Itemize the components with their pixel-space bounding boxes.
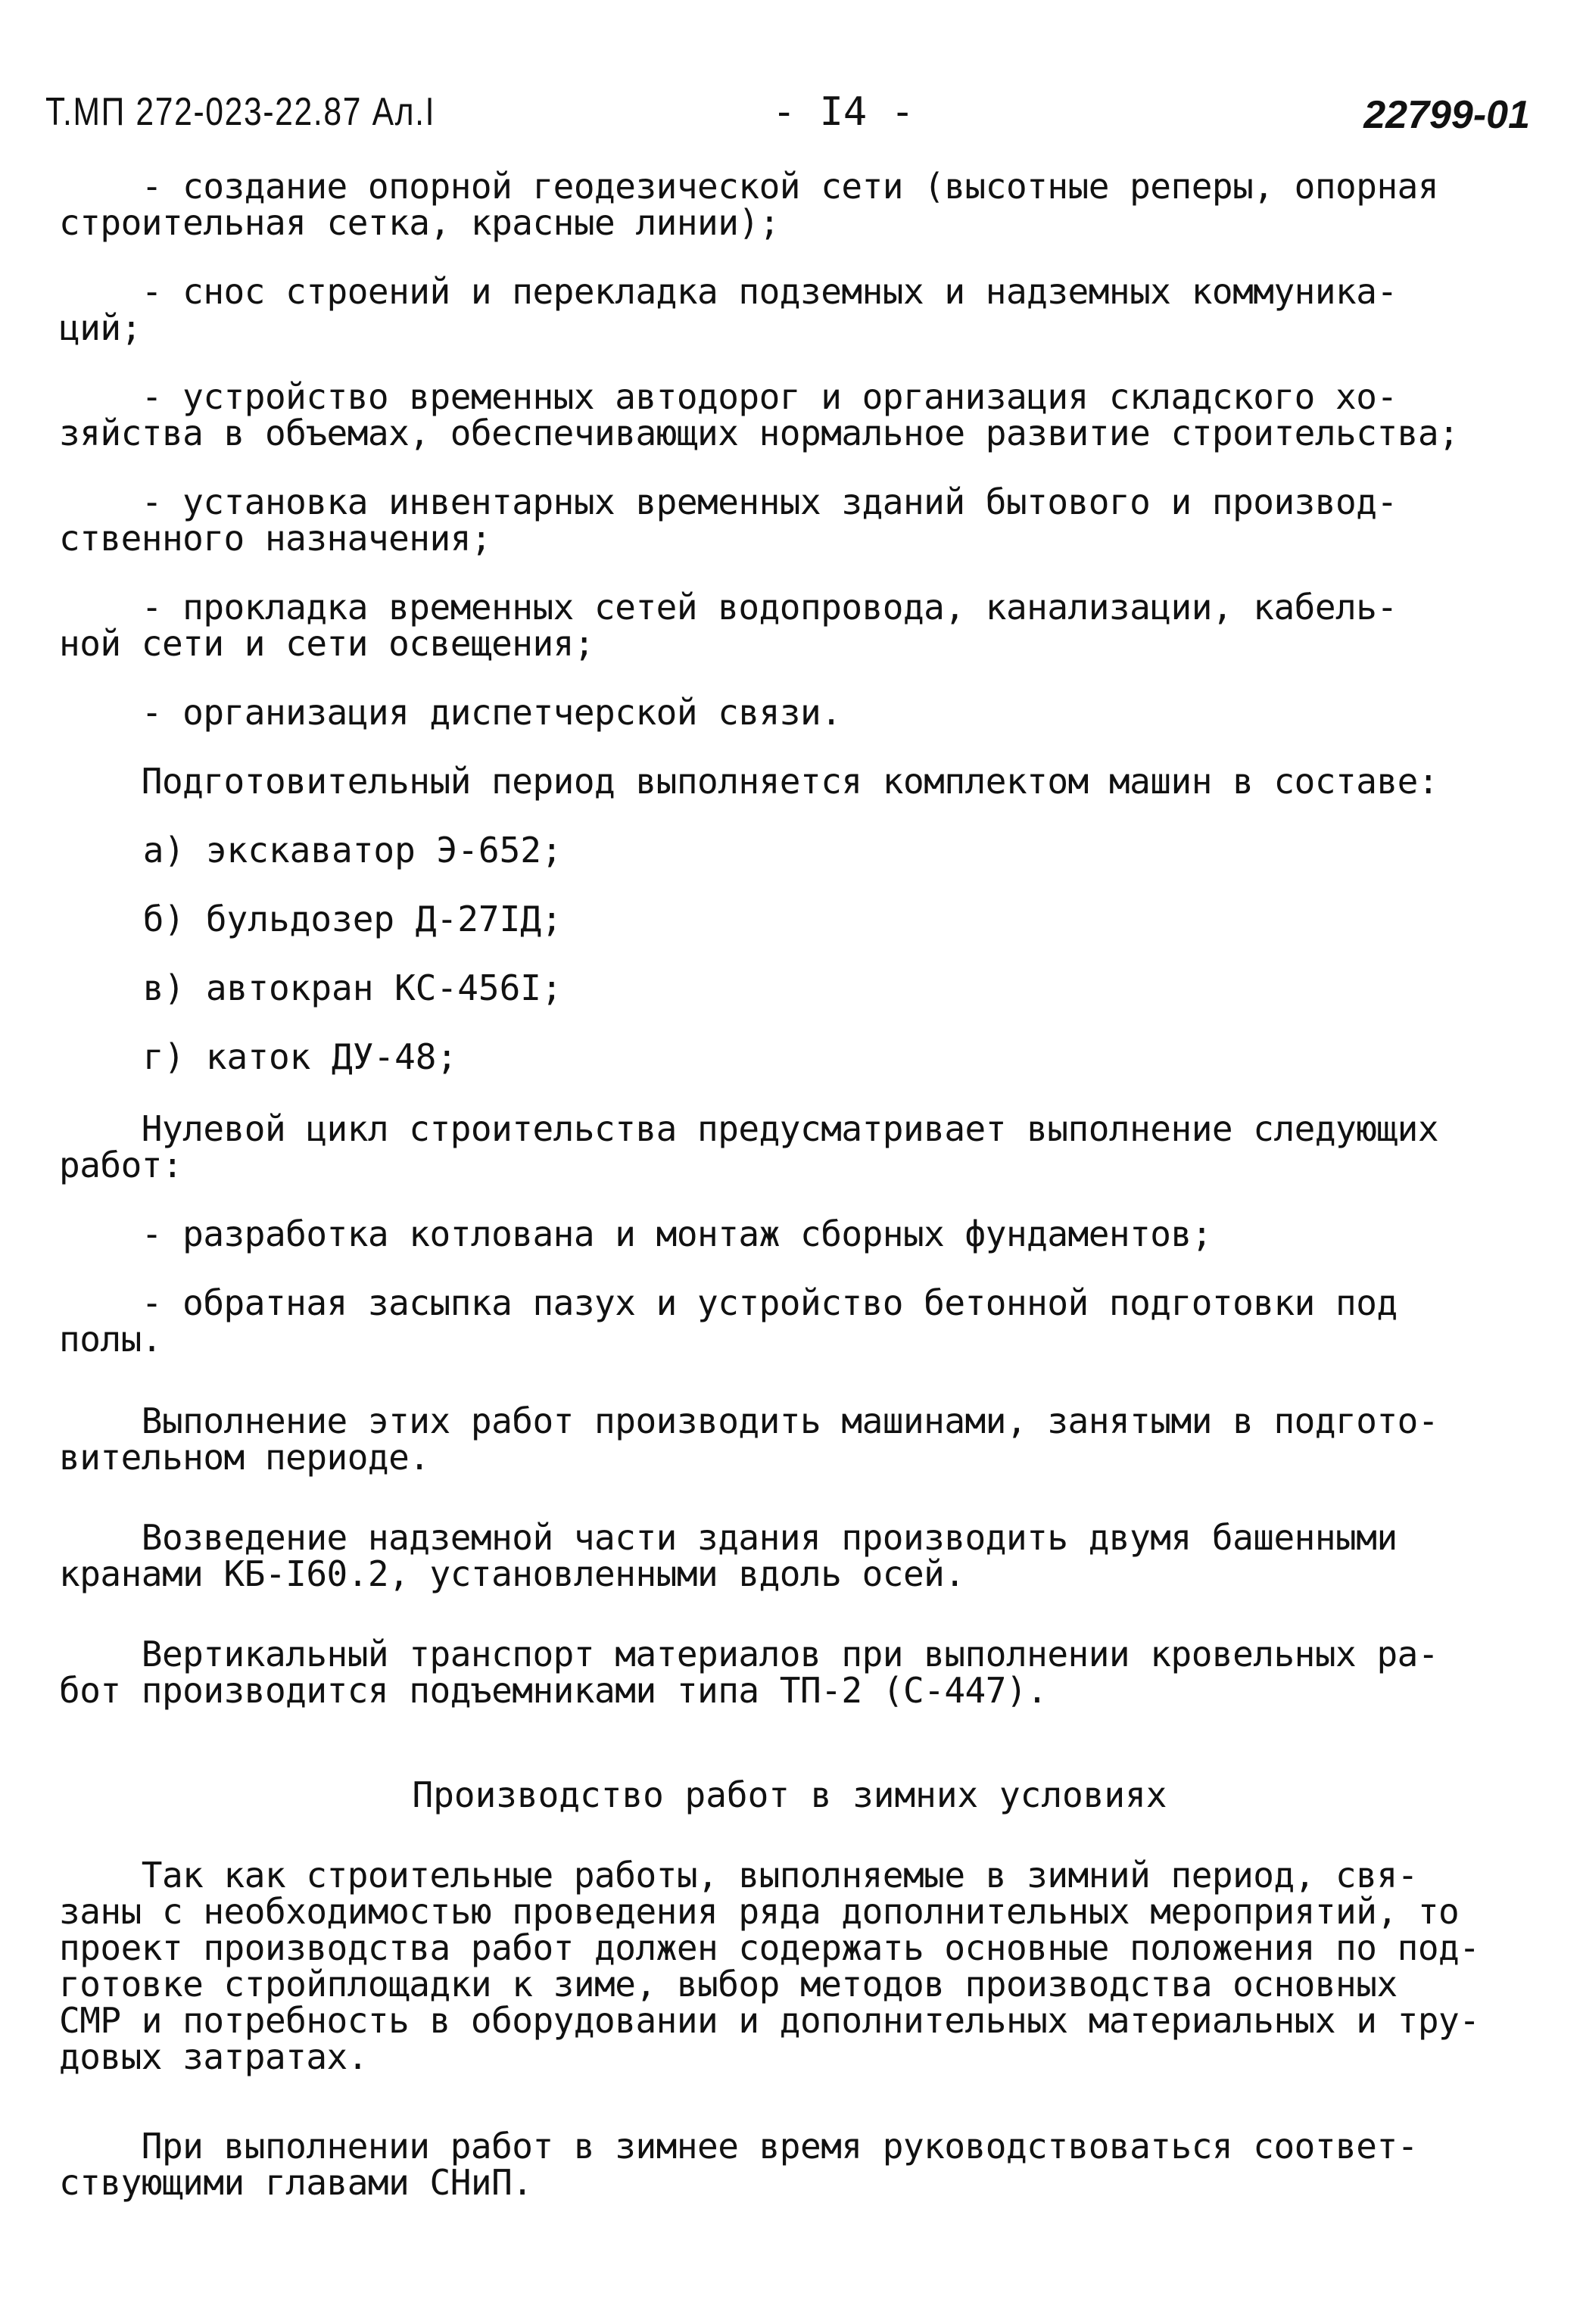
document-number: 22799-01	[1363, 93, 1530, 137]
paragraph: - разработка котлована и монтаж сборных фундаментов;	[59, 1213, 1212, 1254]
paragraph: - снос строений и перекладка подземных и надземных коммуника- ций;	[59, 271, 1398, 348]
paragraph: - установка инвентарных временных зданий бытового и производ- ственного назначения;	[59, 481, 1398, 559]
paragraph: - прокладка временных сетей водопровода, канализации, кабель- ной сети и сети освещения;	[59, 587, 1398, 664]
list-item: б) бульдозер Д-27IД;	[59, 899, 562, 939]
page-number: - I4 -	[772, 89, 915, 135]
page-header	[45, 89, 1538, 150]
paragraph: Вертикальный транспорт материалов при выполнении кровельных ра- бот производится подъемниками типа ТП-2 (С-447).	[59, 1634, 1439, 1711]
paragraph: Подготовительный период выполняется комплектом машин в составе:	[59, 761, 1439, 802]
paragraph: - устройство временных автодорог и организация складского хо- зяйства в объемах, обеспечивающих нормальное развитие строительства;	[59, 376, 1460, 453]
paragraph: - обратная засыпка пазух и устройство бетонной подготовки под полы.	[59, 1282, 1398, 1360]
paragraph: - создание опорной геодезической сети (высотные реперы, опорная строительная сетка, красные линии);	[59, 166, 1439, 243]
paragraph: Так как строительные работы, выполняемые в зимний период, свя- заны с необходимостью проведения ряда дополнительных мероприятий, то проект производства работ должен содержать основные положения по под- готовке стройплощадки к зиме, выбор методов производства основных СМР и потребность в оборудовании и дополнительных материальных и тру- довых затратах.	[59, 1855, 1480, 2077]
machine-list	[59, 832, 1520, 1075]
list-item: в) автокран КС-456I;	[59, 967, 562, 1008]
paragraph: - организация диспетчерской связи.	[59, 692, 842, 733]
list-item: г) каток ДУ-48;	[59, 1036, 458, 1077]
page-body	[59, 168, 1520, 2201]
paragraph: Возведение надземной части здания производить двумя башенными кранами КБ-I60.2, установленными вдоль осей.	[59, 1517, 1398, 1594]
list-item: а) экскаватор Э-652;	[59, 830, 562, 871]
paragraph: Выполнение этих работ производить машинами, занятыми в подгото- вительном периоде.	[59, 1400, 1439, 1478]
paragraph: При выполнении работ в зимнее время руководствоваться соответ- ствующими главами СНиП.	[59, 2126, 1418, 2203]
section-heading: Производство работ в зимних условиях	[412, 1774, 1167, 1815]
paragraph: Нулевой цикл строительства предусматривает выполнение следующих работ:	[59, 1108, 1439, 1185]
document-code: Т.МП 272-023-22.87 Ал.I	[45, 90, 436, 134]
